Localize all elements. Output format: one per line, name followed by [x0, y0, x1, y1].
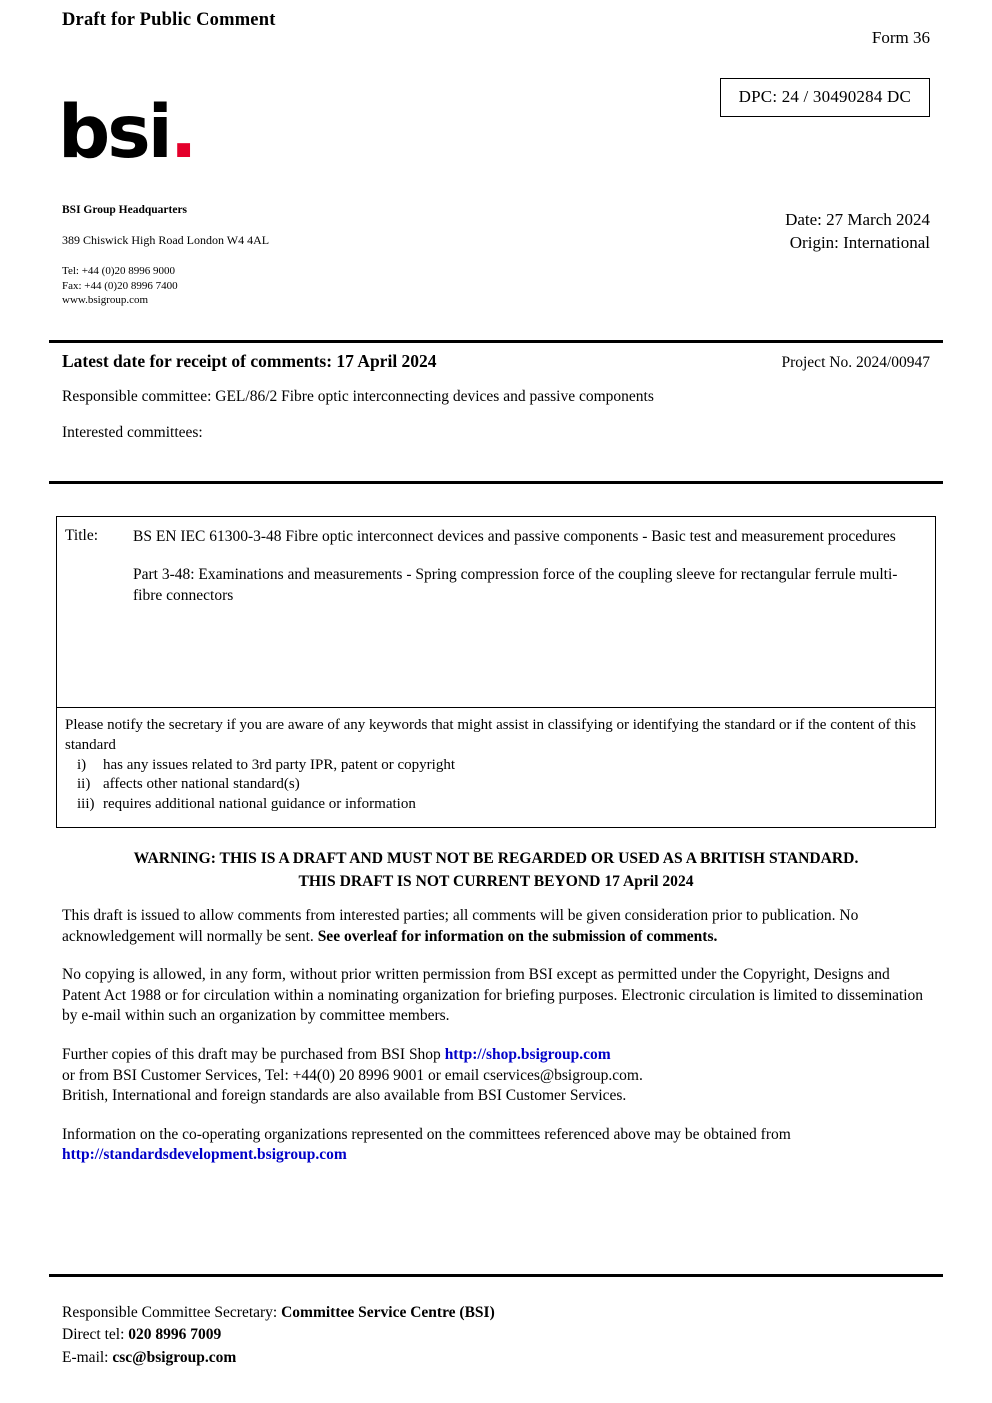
secretary-value: Committee Service Centre (BSI) — [281, 1304, 495, 1321]
responsible-committee: Responsible committee: GEL/86/2 Fibre optic interconnecting devices and passive components — [62, 388, 654, 405]
footer-tel-line — [62, 1324, 930, 1346]
bsi-logo — [58, 90, 195, 175]
standard-title-line1: BS EN IEC 61300-3-48 Fibre optic interconnect devices and passive components - Basic test and measurement procedures — [133, 528, 896, 545]
bsi-logo-text: bsi — [58, 90, 170, 175]
divider-top — [49, 340, 943, 343]
customer-services-text: or from BSI Customer Services, Tel: +44(0) 20 8996 9001 or email cservices@bsigroup.com. — [62, 1066, 643, 1084]
latest-date-for-comments: Latest date for receipt of comments: 17 April 2024 — [62, 351, 437, 371]
title-label: Title: — [65, 527, 99, 544]
notify-item — [65, 795, 925, 815]
footer-email-line — [62, 1347, 930, 1369]
body-text — [62, 906, 930, 1184]
bsi-shop-link[interactable]: http://shop.bsigroup.com — [444, 1046, 611, 1064]
draft-warning — [62, 848, 930, 893]
project-number: Project No. 2024/00947 — [781, 354, 930, 371]
warning-line-1: WARNING: THIS IS A DRAFT AND MUST NOT BE REGARDED OR USED AS A BRITISH STANDARD. — [133, 850, 859, 867]
paragraph-cooperating-orgs — [62, 1125, 930, 1166]
standards-development-link[interactable]: http://standardsdevelopment.bsigroup.com — [62, 1146, 347, 1164]
bsi-logo-dot: . — [169, 90, 195, 175]
overleaf-note: See overleaf for information on the submission of comments. — [317, 927, 718, 945]
email-value: csc@bsigroup.com — [112, 1348, 237, 1366]
address-tel: Tel: +44 (0)20 8996 9000 — [62, 265, 175, 278]
notify-item-number: iii) — [77, 796, 95, 813]
comments-notice-text: This draft is issued to allow comments from interested parties; all comments will be given consideration prior to publication. No acknowledgement will normally be sent. — [62, 907, 859, 945]
tel-label: Direct tel: — [62, 1326, 129, 1344]
form-number: Form 36 — [871, 28, 930, 47]
email-label: E-mail: — [62, 1348, 113, 1366]
address-org: BSI Group Headquarters — [62, 204, 188, 216]
purchase-text: Further copies of this draft may be purchased from BSI Shop — [62, 1046, 445, 1064]
title-box — [56, 516, 936, 828]
notify-item-text: affects other national standard(s) — [103, 776, 300, 793]
notify-item-text: has any issues related to 3rd party IPR, patent or copyright — [103, 756, 456, 773]
paragraph-copyright: No copying is allowed, in any form, without prior written permission from BSI except as permitted under the Copyright, Designs and Patent Act 1988 or for circulation within a nominating organization for briefing purposes. Electronic circulation is limited to dissemination by e-mail within such an organization by committee members. — [62, 966, 924, 1025]
comments-deadline-row — [62, 351, 930, 372]
date-origin-block — [785, 209, 930, 255]
standards-availability-text: British, International and foreign standards are also available from BSI Customer Services. — [62, 1087, 627, 1105]
bsi-address-block — [62, 203, 269, 307]
footer-contact-block — [62, 1302, 930, 1369]
address-contact — [62, 264, 269, 307]
secretary-label: Responsible Committee Secretary: — [62, 1304, 282, 1321]
notify-item-number: i) — [77, 756, 87, 773]
dpc-number-box: DPC: 24 / 30490284 DC — [720, 78, 930, 117]
notify-item-number: ii) — [77, 776, 91, 793]
paragraph-comments-notice — [62, 906, 930, 947]
footer-secretary-line — [62, 1302, 930, 1324]
interested-committees: Interested committees: — [62, 424, 203, 441]
warning-line-2: THIS DRAFT IS NOT CURRENT BEYOND 17 April 2024 — [298, 872, 694, 890]
cooperating-orgs-text: Information on the co-operating organizations represented on the committees referenced above may be obtained from — [62, 1125, 791, 1143]
document-date: Date: 27 March 2024 — [785, 210, 930, 229]
address-street: 389 Chiswick High Road London W4 4AL — [62, 233, 270, 248]
document-origin: Origin: International — [789, 232, 930, 252]
notify-item — [65, 756, 925, 776]
header-row — [62, 0, 930, 48]
divider-middle — [49, 481, 943, 484]
address-fax: Fax: +44 (0)20 8996 7400 — [62, 279, 178, 292]
notify-intro: Please notify the secretary if you are aware of any keywords that might assist in classifying or identifying the standard or if the content of this standard — [65, 717, 917, 753]
divider-bottom — [49, 1274, 943, 1277]
standard-title-line2: Part 3-48: Examinations and measurements - Spring compression force of the coupling sleeve for rectangular ferrule multi-fibre connectors — [133, 566, 898, 604]
address-web: www.bsigroup.com — [62, 293, 149, 306]
title-box-inner — [57, 517, 935, 707]
notify-item — [65, 775, 925, 795]
notify-secretary-block — [57, 707, 935, 827]
notify-item-text: requires additional national guidance or information — [103, 796, 416, 813]
draft-for-public-comment-title: Draft for Public Comment — [62, 10, 276, 30]
tel-value: 020 8996 7009 — [128, 1326, 222, 1344]
title-text — [133, 527, 927, 697]
paragraph-purchase — [62, 1045, 930, 1107]
